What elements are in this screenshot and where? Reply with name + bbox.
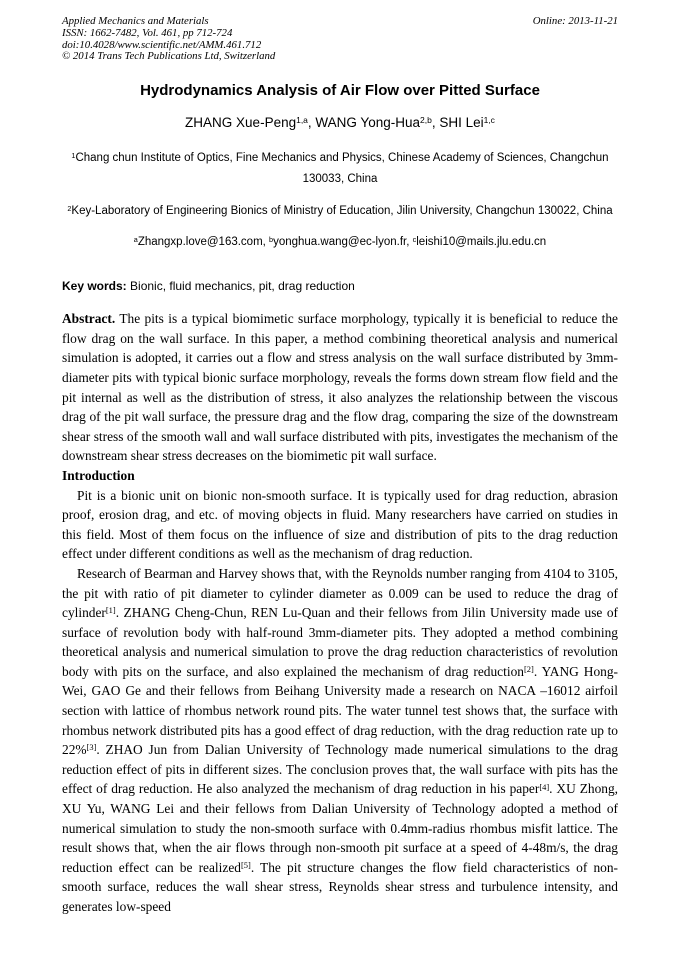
- paper-title: Hydrodynamics Analysis of Air Flow over Pitted Surface: [140, 82, 540, 100]
- journal-header: [62, 16, 618, 63]
- journal-info-block: [62, 16, 275, 63]
- keywords-line: [62, 277, 618, 296]
- article-body: [62, 309, 618, 916]
- journal-name: Applied Mechanics and Materials: [62, 15, 209, 27]
- keywords-text: Bionic, fluid mechanics, pit, drag reduction: [130, 279, 355, 294]
- intro-paragraph-1: Pit is a bionic unit on bionic non-smooth surface. It is typically used for drag reduction, abrasion proof, erosion drag, and etc. of moving objects in fluid. Many researchers have carried on studies in this field. Most of them focus on the influence of size and distribution of pits to the drag reduction effect under different conditions as well as the mechanism of drag reduction.: [62, 487, 618, 562]
- online-date: Online: 2013-11-21: [532, 15, 618, 27]
- author-emails-line: $^a$Zhangxp.love@163.com, $^b$yonghua.wang@ec-lyon.fr, $^c$leishi10@mails.jlu.edu.cn: [133, 234, 547, 249]
- abstract-text: The pits is a typical biomimetic surface morphology, typically it is beneficial to reduce the flow drag on the wall surface. In this paper, a method combining theoretical analysis and numerical simulation is adopted, it carries out a flow and stress analysis on the wall surface distributed by 3mm-diameter pits with typical bionic surface morphology, reveals the forms down stream flow field and the pit internal as well as the distribution of stress, it also analyzes the relationship between the viscous drag of the pit wall surface, the pressure drag and the flow drag, comparing the size of the downstream shear stress of the smooth wall and wall surface distributed with pits, investigates the mechanism of the downstream shear stress decreases on the biomimetic pit wall surface.: [62, 311, 619, 464]
- doi-line: doi:10.4028/www.scientific.net/AMM.461.712: [62, 38, 262, 51]
- copyright-line: © 2014 Trans Tech Publications Ltd, Switzerland: [62, 50, 276, 63]
- section-heading-introduction: Introduction: [62, 467, 135, 483]
- issn-volume-line: ISSN: 1662-7482, Vol. 461, pp 712-724: [62, 26, 233, 39]
- affiliation-1: $^1$Chang chun Institute of Optics, Fine Mechanics and Physics, Chinese Academy of Sciences, Changchun 130033, China: [71, 150, 609, 186]
- affiliation-2: $^2$Key-Laboratory of Engineering Bionics of Ministry of Education, Jilin University, Changchun 130022, China: [67, 203, 613, 218]
- authors-line: ZHANG Xue-Peng$^{1,a}$, WANG Yong-Hua$^{2,b}$, SHI Lei$^{1,c}$: [185, 115, 495, 131]
- abstract-label: Abstract.: [62, 311, 116, 327]
- intro-paragraph-2: Research of Bearman and Harvey shows that, with the Reynolds number ranging from 4104 to 3105, the pit with ratio of pit diameter to cylinder diameter as 0.009 can be used to reduce the drag of cylinder[1]. ZHANG Cheng-Chun, REN Lu-Quan and their fellows from Jilin University made use of surface of revolution body with half-round 3mm-diameter pits. They adopted a method combining theoretical analysis and numerical simulation to prove the drag reduction characteristics of revolution body with pits on the surface, and also explained the mechanism of drag reduction[2]. YANG Hong-Wei, GAO Ge and their fellows from Beihang University made a research on NACA –16012 airfoil section with lattice of rhombus network round pits. The water tunnel test shows that, the surface with rhombus network distributed pits has a good effect of drag reduction, with the drag reduction rate up to 22%[3]. ZHAO Jun from Dalian University of Technology made numerical simulations to the drag reduction effect of pits in different sizes. The conclusion proves that, the wall surface with pits has the effect of drag reduction. He also analyzed the mechanism of drag reduction in his paper[4]. XU Zhong, XU Yu, WANG Lei and their fellows from Dalian University of Technology adopted a method of numerical simulation to study the non-smooth surface with 0.4mm-radius rhombus misfit lattice. The result shows that, when the air flows through non-smooth pit surface at a speed of 4-48m/s, the drag reduction effect can be realized[5]. The pit structure changes the flow field characteristics of non-smooth surface, reduces the wall shear stress, Reynolds shear stress and turbulence intensity, and generates low-speed: [62, 565, 619, 914]
- keywords-label: Key words:: [62, 279, 127, 294]
- abstract-paragraph: [62, 309, 618, 466]
